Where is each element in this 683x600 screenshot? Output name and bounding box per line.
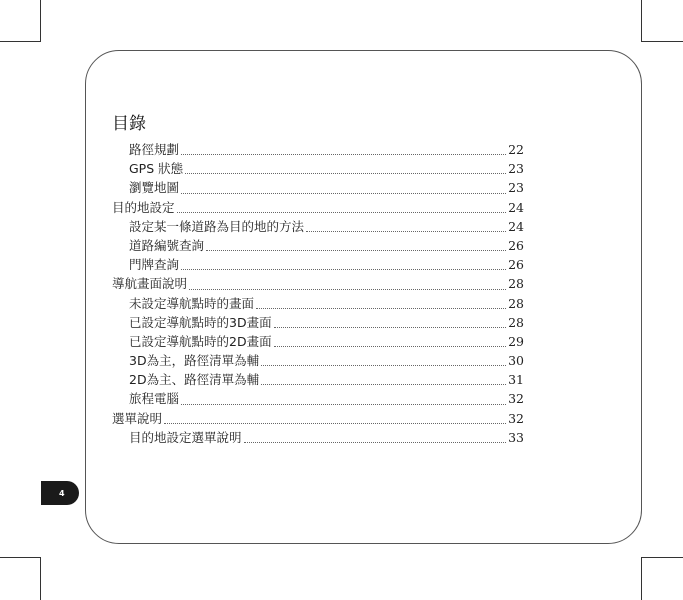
- toc-entry-page: 26: [508, 257, 524, 273]
- page-number-tab: [41, 481, 79, 505]
- toc-entry-page: 26: [508, 237, 524, 253]
- crop-mark: [641, 557, 683, 558]
- toc-entry[interactable]: [112, 274, 524, 293]
- toc-entry-page: 28: [508, 295, 524, 311]
- toc-entry-page: 32: [508, 391, 524, 407]
- dot-leader: [206, 250, 506, 251]
- dot-leader: [274, 327, 507, 328]
- toc-entry[interactable]: [112, 428, 524, 447]
- toc-entry-label: 目的地設定: [112, 199, 175, 215]
- toc-entry-label: 設定某一條道路為目的地的方法: [129, 218, 305, 234]
- dot-leader: [185, 173, 506, 174]
- crop-mark: [0, 557, 41, 558]
- toc-entry-label: 道路編號查詢: [129, 237, 205, 253]
- toc-entry-page: 23: [508, 161, 524, 177]
- crop-mark: [641, 557, 642, 600]
- crop-mark: [0, 41, 41, 42]
- toc-entry-label: 選單說明: [112, 410, 163, 426]
- toc-entry-page: 31: [508, 372, 524, 388]
- toc-entry[interactable]: [112, 351, 524, 370]
- toc-entry-page: 33: [508, 429, 524, 445]
- toc-entry[interactable]: [112, 294, 524, 313]
- toc-entry-label: 瀏覽地圖: [129, 180, 180, 196]
- dot-leader: [181, 404, 506, 405]
- toc-entry-page: 32: [508, 410, 524, 426]
- dot-leader: [306, 231, 506, 232]
- toc-entry-label: 目的地設定選單說明: [129, 429, 242, 445]
- toc-entry-label: 3D為主，路徑清單為輔: [129, 353, 260, 369]
- toc-entry[interactable]: [112, 409, 524, 428]
- toc-entry-label: 旅程電腦: [129, 391, 180, 407]
- dot-leader: [274, 346, 507, 347]
- toc-entry-page: 23: [508, 180, 524, 196]
- toc-entry-label: 未設定導航點時的畫面: [129, 295, 255, 311]
- toc-entry-label: 路徑規劃: [129, 142, 180, 157]
- toc-entry-page: 30: [508, 353, 524, 369]
- crop-mark: [641, 41, 683, 42]
- dot-leader: [164, 423, 506, 424]
- toc-entry-page: 22: [508, 142, 524, 157]
- dot-leader: [181, 193, 506, 194]
- toc-entry[interactable]: [112, 178, 524, 197]
- toc-entry-label: 導航畫面說明: [112, 276, 188, 292]
- toc-entry-label: 門牌查詢: [129, 257, 180, 273]
- toc-entry-label: 已設定導航點時的3D畫面: [129, 314, 272, 330]
- crop-mark: [40, 0, 41, 42]
- page-number: 4: [59, 488, 65, 498]
- toc-heading: 目錄: [112, 114, 146, 134]
- toc-entry-page: 29: [508, 333, 524, 349]
- toc-entry[interactable]: [112, 370, 524, 389]
- toc-entry[interactable]: [112, 236, 524, 255]
- toc-entry[interactable]: [112, 140, 524, 159]
- toc-entry-page: 24: [508, 218, 524, 234]
- toc-entry[interactable]: [112, 255, 524, 274]
- toc-entry-label: GPS 狀態: [129, 161, 184, 177]
- crop-mark: [40, 557, 41, 600]
- toc-entry-page: 28: [508, 314, 524, 330]
- dot-leader: [261, 365, 506, 366]
- toc-entry-page: 28: [508, 276, 524, 292]
- toc-entry[interactable]: [112, 198, 524, 217]
- toc-entry[interactable]: [112, 217, 524, 236]
- toc-entry[interactable]: [112, 389, 524, 408]
- dot-leader: [181, 269, 506, 270]
- toc-entry-label: 2D為主、路徑清單為輔: [129, 372, 260, 388]
- table-of-contents: [112, 140, 524, 447]
- toc-entry-page: 24: [508, 199, 524, 215]
- dot-leader: [189, 289, 506, 290]
- dot-leader: [177, 212, 507, 213]
- dot-leader: [244, 442, 507, 443]
- dot-leader: [256, 308, 506, 309]
- toc-entry[interactable]: [112, 159, 524, 178]
- toc-entry-label: 已設定導航點時的2D畫面: [129, 333, 272, 349]
- dot-leader: [181, 154, 506, 155]
- crop-mark: [641, 0, 642, 42]
- toc-entry[interactable]: [112, 313, 524, 332]
- dot-leader: [261, 384, 506, 385]
- toc-entry[interactable]: [112, 332, 524, 351]
